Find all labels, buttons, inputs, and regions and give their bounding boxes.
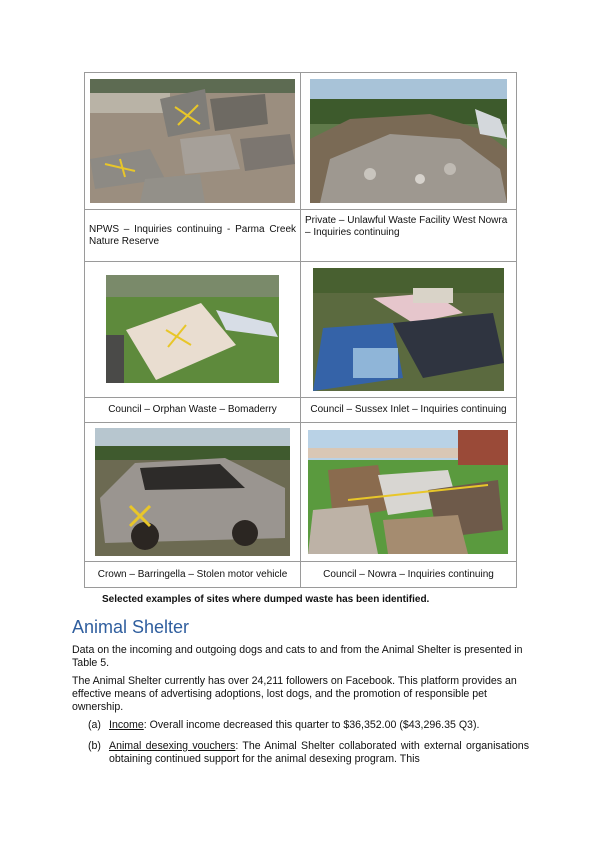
paragraph-facebook-followers: The Animal Shelter currently has over 24,211 followers on Facebook. This platform provides an effective means of advertising adoptions, lost dogs, and the promotion of responsible pet ownership. (72, 675, 517, 713)
caption-text: Private – Unlawful Waste Facility West Nowra – Inquiries continuing (305, 215, 508, 238)
caption-text: Council – Nowra – Inquiries continuing (323, 568, 494, 580)
caption-text: Council – Orphan Waste – Bomaderry (108, 404, 277, 415)
caption-west-nowra (301, 210, 516, 262)
list-label: (b) (88, 740, 101, 752)
photo-cell-barringella (85, 423, 301, 562)
photo-cell-parma-creek (85, 73, 301, 210)
caption-barringella (85, 562, 301, 587)
photo-mattress (106, 275, 279, 383)
list-item-income (88, 719, 529, 732)
list-term: Income (109, 719, 144, 731)
photo-cell-nowra (301, 423, 516, 562)
caption-text: Council – Sussex Inlet – Inquiries continuing (310, 404, 507, 415)
section-heading: Animal Shelter (72, 617, 190, 637)
caption-text: Crown – Barringella – Stolen motor vehicle (97, 568, 288, 580)
photo-cell-bomaderry (85, 262, 301, 398)
dumped-waste-photo-table (84, 72, 517, 588)
caption-bomaderry (85, 398, 301, 423)
photo-branches-rubble (310, 79, 507, 203)
list-item-desexing-vouchers (88, 740, 529, 766)
photo-concrete-rubble (90, 79, 295, 203)
photo-cell-sussex-inlet (301, 262, 516, 398)
photo-burnt-car (95, 428, 290, 556)
list-term: Animal desexing vouchers (109, 740, 236, 752)
list-text: : The Animal Shelter collaborated with external organisations obtaining continued support for the animal desexing program. This (109, 740, 529, 765)
caption-nowra (301, 562, 516, 587)
caption-parma-creek (85, 210, 301, 262)
list-label: (a) (88, 719, 101, 731)
list-text: : Overall income decreased this quarter to $36,352.00 ($43,296.35 Q3). (143, 719, 480, 731)
paragraph-table-reference: Data on the incoming and outgoing dogs and cats to and from the Animal Shelter is presented in Table 5. (72, 644, 523, 669)
caption-sussex-inlet (301, 398, 516, 423)
photo-furniture-dump (308, 430, 508, 554)
caption-text: NPWS – Inquiries continuing - Parma Creek Nature Reserve (89, 223, 296, 247)
figure-caption: Selected examples of sites where dumped waste has been identified. (102, 594, 430, 605)
photo-household-waste (313, 268, 504, 391)
photo-cell-west-nowra (301, 73, 516, 210)
